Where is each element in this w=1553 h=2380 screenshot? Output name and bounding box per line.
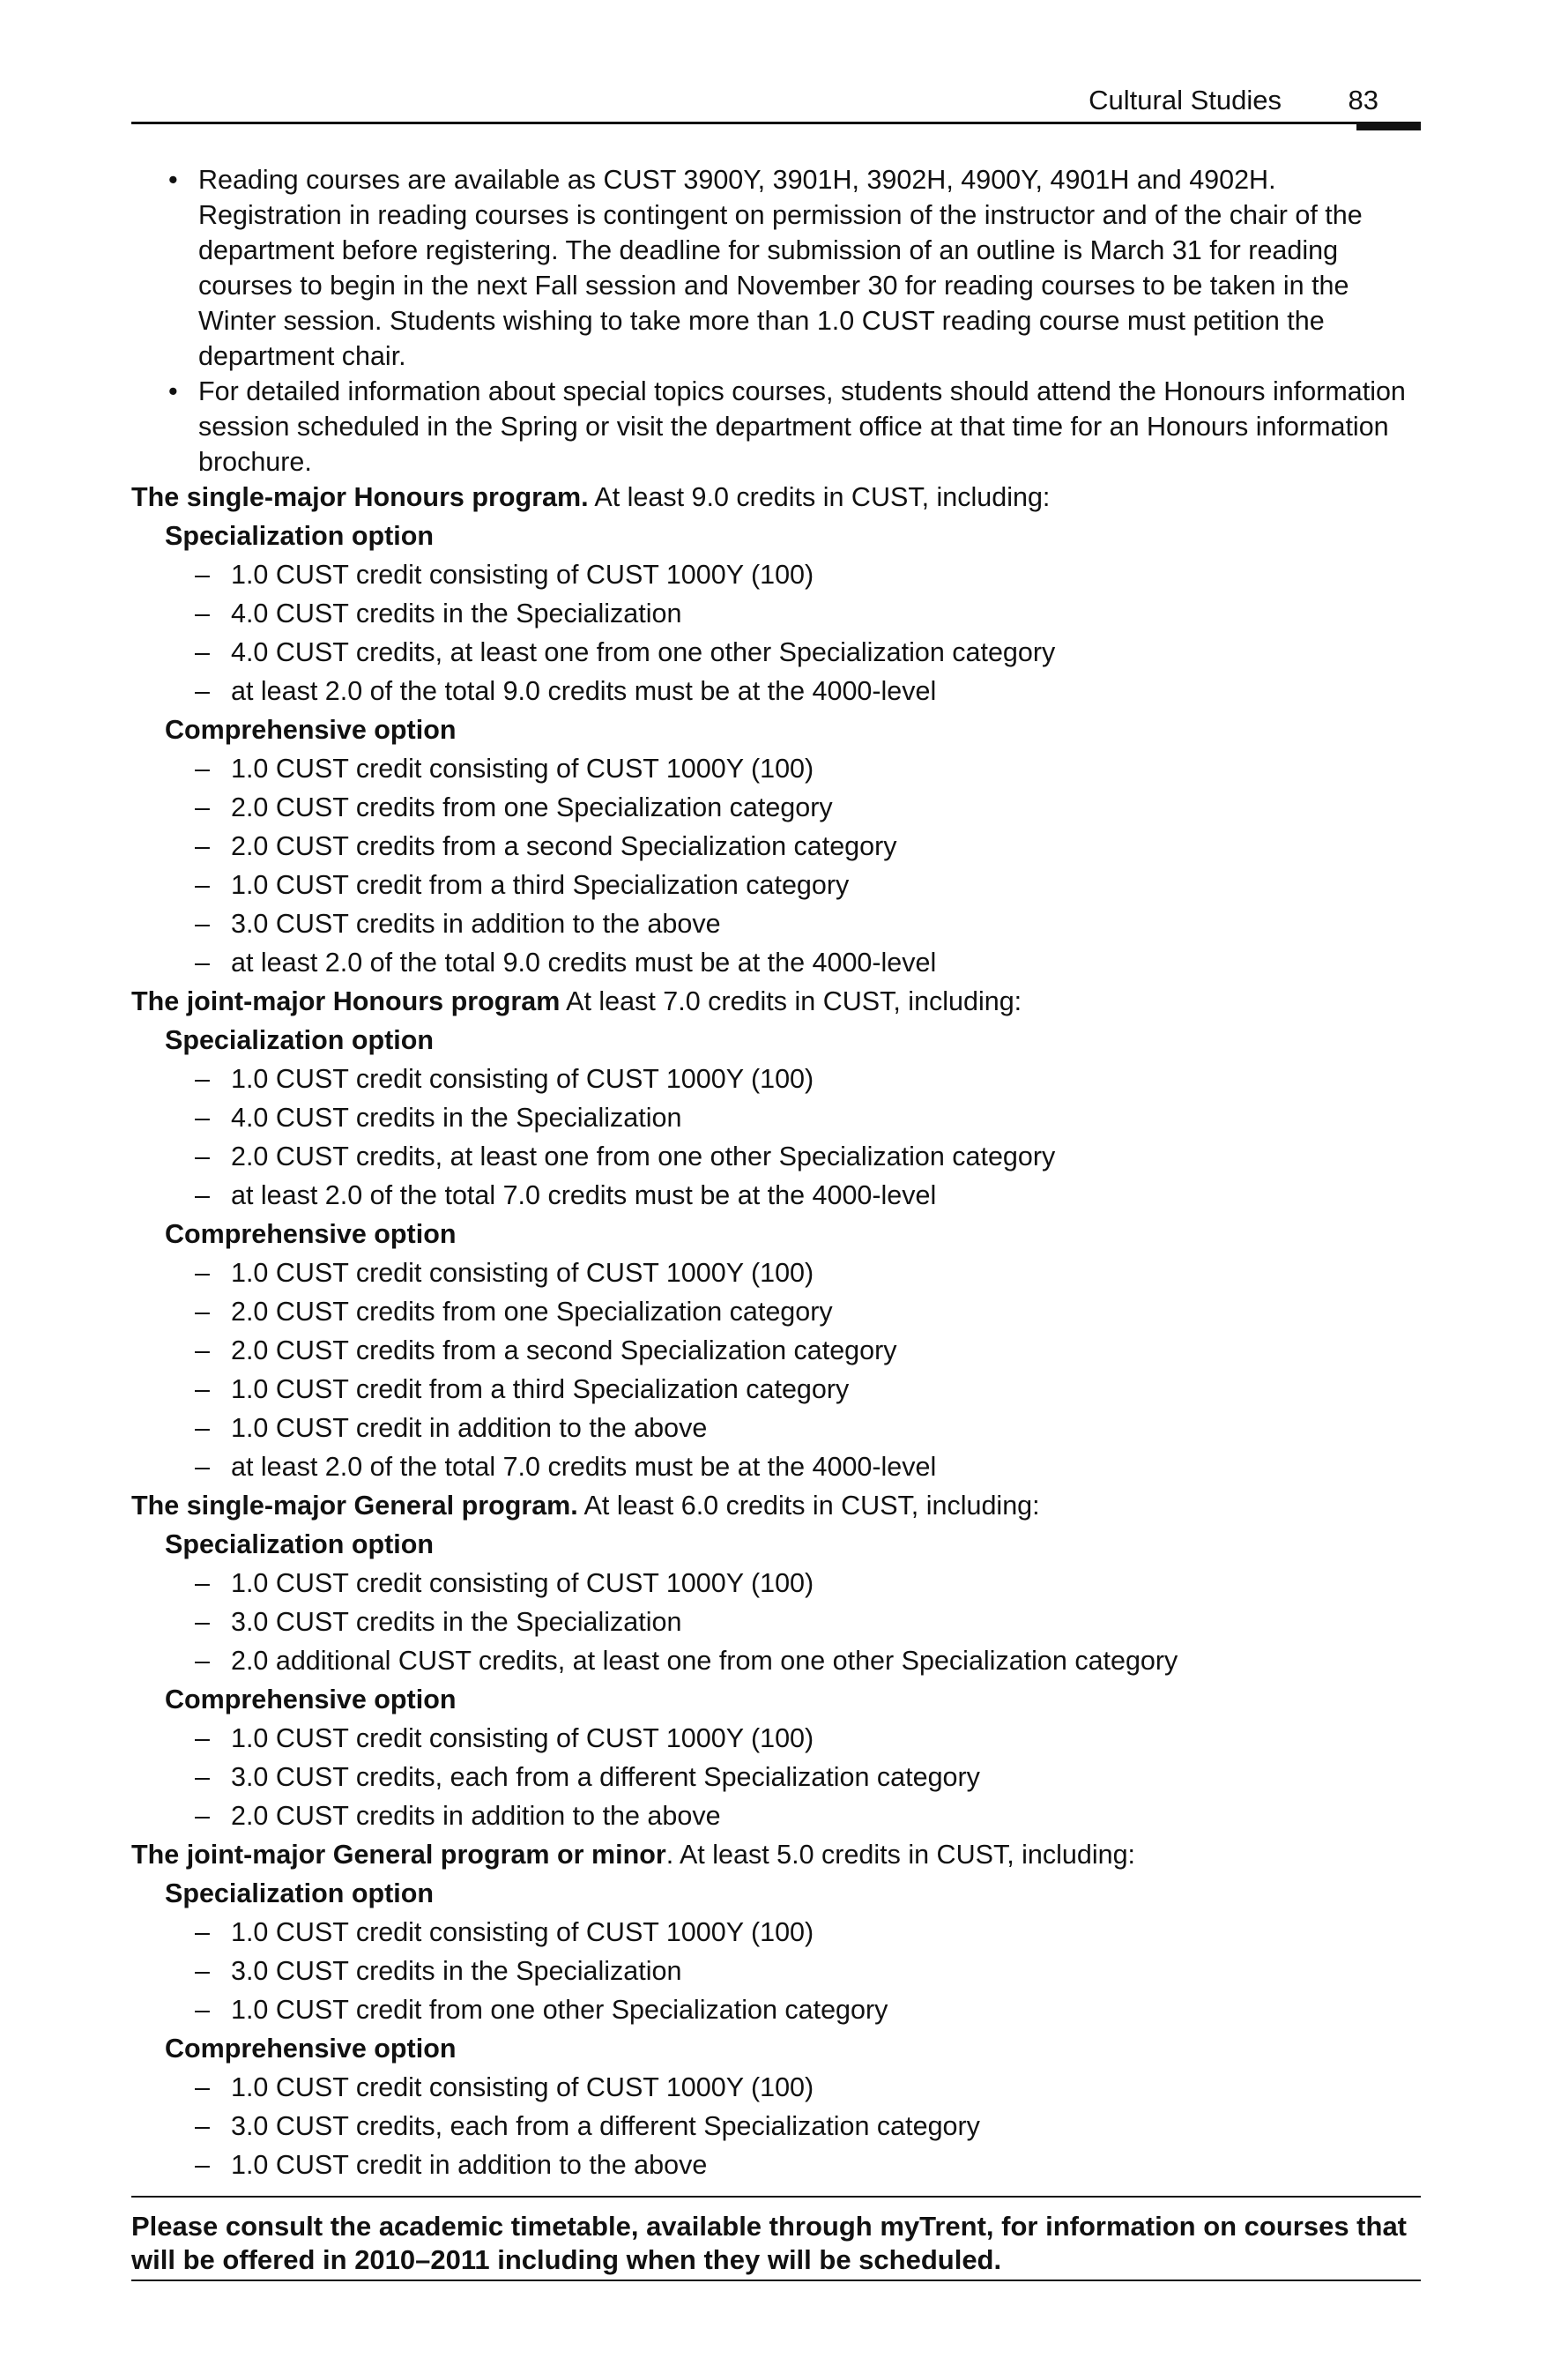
requirement-item (131, 1100, 1421, 1139)
dash-icon: – (195, 560, 210, 590)
dash-icon: – (195, 637, 210, 667)
requirement-item (131, 790, 1421, 829)
requirement-item (131, 1992, 1421, 2031)
requirement-item (131, 557, 1421, 596)
requirement-text: at least 2.0 of the total 7.0 credits must be at the 4000-level (231, 1452, 937, 1482)
dash-icon: – (195, 599, 210, 628)
page-content (131, 162, 1421, 2186)
requirement-item (131, 829, 1421, 867)
requirement-item (131, 635, 1421, 673)
program-heading (131, 480, 1421, 518)
requirement-text: 4.0 CUST credits in the Specialization (231, 599, 682, 628)
option-heading: Specialization option (165, 1878, 435, 1908)
program-requirements (131, 480, 1421, 2186)
requirement-item (131, 1410, 1421, 1449)
requirement-text: 2.0 CUST credits from one Specialization category (231, 1297, 833, 1327)
requirement-item (131, 1643, 1421, 1682)
requirement-text: 1.0 CUST credit consisting of CUST 1000Y (100) (231, 2072, 814, 2102)
notes-list (131, 162, 1421, 480)
dash-icon: – (195, 1568, 210, 1598)
bullet-icon: • (168, 376, 178, 406)
dash-icon: – (195, 1995, 210, 2025)
section-title: Cultural Studies (1089, 85, 1282, 115)
requirement-text: 3.0 CUST credits, each from a different Specialization category (231, 2111, 980, 2141)
requirement-item (131, 1915, 1421, 1953)
requirement-text: 1.0 CUST credit consisting of CUST 1000Y (100) (231, 1064, 814, 1094)
program-heading (131, 1488, 1421, 1527)
dash-icon: – (195, 1413, 210, 1443)
option-heading: Comprehensive option (165, 2034, 457, 2064)
dash-icon: – (195, 909, 210, 939)
requirement-text: 3.0 CUST credits in the Specialization (231, 1607, 682, 1637)
requirement-item (131, 1294, 1421, 1333)
requirement-item (131, 2109, 1421, 2147)
dash-icon: – (195, 948, 210, 978)
option-heading: Comprehensive option (165, 715, 457, 745)
dash-icon: – (195, 1917, 210, 1947)
program-intro: . At least 5.0 credits in CUST, including: (665, 1840, 1136, 1870)
requirement-text: 4.0 CUST credits in the Specialization (231, 1103, 682, 1133)
requirement-item (131, 906, 1421, 945)
option-heading: Comprehensive option (165, 1685, 457, 1714)
requirement-item (131, 1798, 1421, 1837)
requirement-text: 1.0 CUST credit consisting of CUST 1000Y (100) (231, 1568, 814, 1598)
requirement-item (131, 751, 1421, 790)
requirement-item (131, 1178, 1421, 1216)
requirement-text: 4.0 CUST credits, at least one from one other Specialization category (231, 637, 1056, 667)
requirement-text: 2.0 CUST credits from one Specialization category (231, 792, 833, 822)
requirement-text: 1.0 CUST credit from a third Specialization category (231, 870, 850, 900)
dash-icon: – (195, 1180, 210, 1210)
requirement-text: 1.0 CUST credit consisting of CUST 1000Y (100) (231, 1258, 814, 1288)
dash-icon: – (195, 1142, 210, 1171)
note-text: Reading courses are available as CUST 3900Y, 3901H, 3902H, 4900Y, 4901H and 4902H. Registration in reading courses is contingent on permission of the instructor and of the chair of the department before registering. The deadline for submission of an outline is March 31 for reading courses to begin in the next Fall session and November 30 for reading courses to be taken in the Winter session. Students wishing to take more than 1.0 CUST reading course must petition the department chair. (198, 165, 1363, 371)
requirement-text: 1.0 CUST credit from a third Specialization category (231, 1374, 850, 1404)
header-tab-marker (1356, 122, 1421, 130)
requirement-item (131, 1566, 1421, 1604)
page-number: 83 (1348, 85, 1378, 115)
dash-icon: – (195, 1335, 210, 1365)
dash-icon: – (195, 1452, 210, 1482)
bullet-icon: • (168, 165, 178, 195)
dash-icon: – (195, 1297, 210, 1327)
requirement-item (131, 1953, 1421, 1992)
dash-icon: – (195, 1064, 210, 1094)
requirement-text: 1.0 CUST credit in addition to the above (231, 1413, 708, 1443)
requirement-text: 2.0 CUST credits in addition to the above (231, 1801, 721, 1831)
option-heading: Specialization option (165, 521, 435, 551)
dash-icon: – (195, 2072, 210, 2102)
program-intro: At least 6.0 credits in CUST, including: (577, 1491, 1040, 1521)
requirement-text: 2.0 additional CUST credits, at least one from one other Specialization category (231, 1646, 1178, 1676)
program-heading (131, 984, 1421, 1023)
header-rule (131, 122, 1421, 124)
requirement-item (131, 1372, 1421, 1410)
requirement-text: 3.0 CUST credits, each from a different Specialization category (231, 1762, 980, 1792)
program-title: The single-major Honours program. (131, 482, 589, 512)
requirement-text: 2.0 CUST credits, at least one from one other Specialization category (231, 1142, 1056, 1171)
requirement-item (131, 1721, 1421, 1759)
dash-icon: – (195, 1607, 210, 1637)
requirement-item (131, 1759, 1421, 1798)
list-item (131, 374, 1421, 480)
dash-icon: – (195, 792, 210, 822)
requirement-text: 1.0 CUST credit in addition to the above (231, 2150, 708, 2180)
requirement-text: 1.0 CUST credit consisting of CUST 1000Y (100) (231, 560, 814, 590)
dash-icon: – (195, 870, 210, 900)
requirement-text: at least 2.0 of the total 7.0 credits must be at the 4000-level (231, 1180, 937, 1210)
dash-icon: – (195, 2150, 210, 2180)
program-intro: At least 7.0 credits in CUST, including: (560, 986, 1022, 1016)
option-heading: Specialization option (165, 1529, 435, 1559)
dash-icon: – (195, 1801, 210, 1831)
requirement-item (131, 596, 1421, 635)
program-intro: At least 9.0 credits in CUST, including: (588, 482, 1051, 512)
requirement-item (131, 673, 1421, 712)
requirement-item (131, 2147, 1421, 2186)
requirement-item (131, 867, 1421, 906)
program-title: The single-major General program. (131, 1491, 578, 1521)
dash-icon: – (195, 831, 210, 861)
requirement-item (131, 1255, 1421, 1294)
dash-icon: – (195, 754, 210, 784)
dash-icon: – (195, 1374, 210, 1404)
requirement-text: at least 2.0 of the total 9.0 credits must be at the 4000-level (231, 948, 937, 978)
requirement-text: 2.0 CUST credits from a second Specialization category (231, 831, 897, 861)
dash-icon: – (195, 1956, 210, 1986)
requirement-text: 1.0 CUST credit consisting of CUST 1000Y (100) (231, 1917, 814, 1947)
requirement-text: 1.0 CUST credit from one other Specialization category (231, 1995, 888, 2025)
list-item (131, 162, 1421, 374)
requirement-item (131, 1449, 1421, 1488)
requirement-item (131, 1139, 1421, 1178)
dash-icon: – (195, 1762, 210, 1792)
program-title: The joint-major General program or minor (131, 1840, 666, 1870)
timetable-notice (131, 2196, 1421, 2281)
note-text: For detailed information about special topics courses, students should attend the Honours information session scheduled in the Spring or visit the department office at that time for an Honours information brochure. (198, 376, 1406, 477)
requirement-text: 1.0 CUST credit consisting of CUST 1000Y (100) (231, 754, 814, 784)
running-header (131, 83, 1421, 127)
notice-text: Please consult the academic timetable, available through myTrent, for information on courses that will be offered in 2010–2011 including when they will be scheduled. (131, 2211, 1408, 2275)
program-heading (131, 1837, 1421, 1876)
requirement-text: 3.0 CUST credits in addition to the above (231, 909, 721, 939)
requirement-item (131, 1333, 1421, 1372)
program-title: The joint-major Honours program (131, 986, 561, 1016)
requirement-text: 2.0 CUST credits from a second Specialization category (231, 1335, 897, 1365)
dash-icon: – (195, 2111, 210, 2141)
requirement-item (131, 1061, 1421, 1100)
requirement-item (131, 945, 1421, 984)
dash-icon: – (195, 676, 210, 706)
option-heading: Specialization option (165, 1025, 435, 1055)
requirement-item (131, 1604, 1421, 1643)
dash-icon: – (195, 1103, 210, 1133)
dash-icon: – (195, 1258, 210, 1288)
requirement-text: 1.0 CUST credit consisting of CUST 1000Y (100) (231, 1723, 814, 1753)
option-heading: Comprehensive option (165, 1219, 457, 1249)
dash-icon: – (195, 1723, 210, 1753)
requirement-text: at least 2.0 of the total 9.0 credits must be at the 4000-level (231, 676, 937, 706)
requirement-text: 3.0 CUST credits in the Specialization (231, 1956, 682, 1986)
dash-icon: – (195, 1646, 210, 1676)
requirement-item (131, 2070, 1421, 2109)
